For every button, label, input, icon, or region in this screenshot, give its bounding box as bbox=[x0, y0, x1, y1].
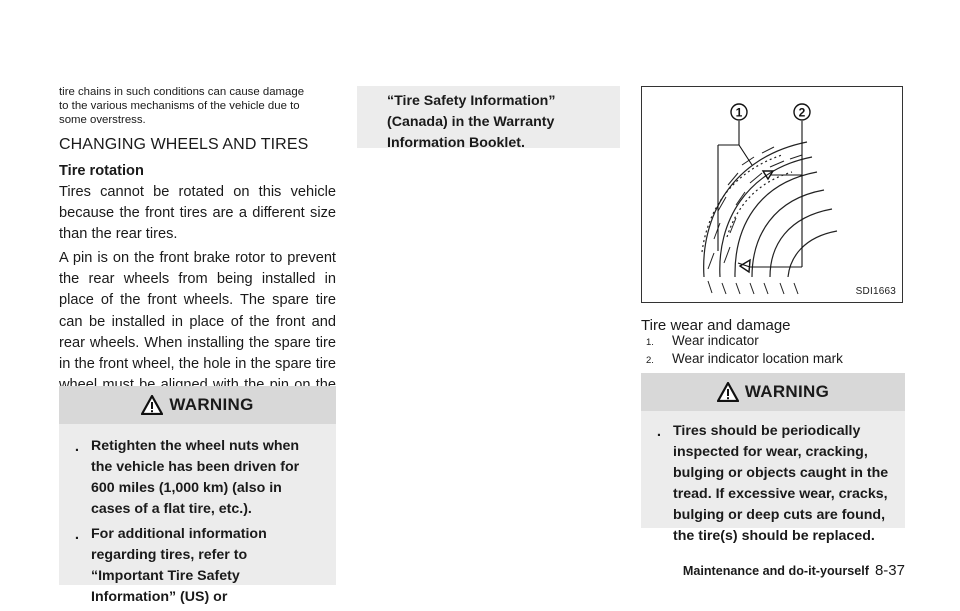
warning-item-text: For additional information regarding tires, refer to “Important Tire Safety Information” (US) or bbox=[91, 526, 267, 605]
warning-icon bbox=[141, 395, 163, 415]
svg-text:2: 2 bbox=[798, 105, 806, 120]
footer-section-label: Maintenance and do-it-yourself bbox=[682, 564, 869, 578]
warning-item bbox=[645, 421, 893, 547]
figure-legend bbox=[641, 333, 905, 369]
legend-number: 2. bbox=[646, 355, 654, 366]
callout-2 bbox=[794, 104, 810, 120]
legend-text: Wear indicator location mark bbox=[672, 351, 843, 366]
legend-item bbox=[641, 351, 905, 369]
warning-box-right bbox=[641, 373, 905, 544]
warning-title: WARNING bbox=[169, 395, 254, 414]
warning-box-continued bbox=[357, 86, 620, 151]
tire-rotation-paragraph-1: Tires cannot be rotated on this vehicle because the front tires are a different size than the rear tires. bbox=[59, 184, 336, 243]
warning-header bbox=[59, 386, 336, 424]
intro-line-2: to the various mechanisms of the vehicle due to bbox=[59, 99, 300, 112]
tire-wear-illustration bbox=[642, 87, 902, 302]
bullet-mark: . bbox=[74, 438, 80, 455]
figure-code: SDI1663 bbox=[855, 286, 896, 297]
figure-caption: Tire wear and damage bbox=[641, 317, 791, 334]
warning-item bbox=[63, 436, 322, 520]
section-title: CHANGING WHEELS AND TIRES bbox=[59, 136, 309, 153]
intro-line-1: tire chains in such conditions can cause damage bbox=[59, 86, 305, 98]
warning-continued-text: “Tire Safety Information” (Canada) in the Warranty Information Booklet. bbox=[387, 93, 556, 151]
warning-body bbox=[641, 411, 905, 544]
bullet-mark: . bbox=[74, 526, 80, 543]
tire-rotation-paragraph-2: A pin is on the front brake rotor to prevent the rear wheels from being installed in place of the front wheels. The spare tire can be installed in place of the front and rear wheels. When installing the spare tire in the front wheel, the hole in the spare tire bbox=[59, 250, 336, 373]
page-footer bbox=[641, 562, 905, 580]
warning-item-text: Retighten the wheel nuts when the vehicle has been driven for 600 miles (1,000 km) (also in cases of a flat tire, etc.). bbox=[91, 438, 300, 517]
warning-header bbox=[641, 373, 905, 411]
bullet-mark: . bbox=[656, 423, 662, 440]
callout-1 bbox=[731, 104, 747, 120]
legend-item bbox=[641, 333, 905, 351]
subsection-title: Tire rotation bbox=[59, 163, 144, 179]
intro-line-3: some overstress. bbox=[59, 113, 146, 126]
warning-icon bbox=[717, 382, 739, 402]
warning-item bbox=[63, 524, 322, 608]
svg-text:1: 1 bbox=[735, 105, 743, 120]
legend-number: 1. bbox=[646, 337, 654, 348]
warning-title: WARNING bbox=[744, 382, 830, 401]
tire-wear-figure bbox=[641, 86, 903, 303]
warning-body bbox=[59, 424, 336, 605]
warning-item-text: Tires should be periodically inspected for wear, cracking, bulging or objects caught in the tread. If excessive wear, cracks, bulging or deep cuts are found, the tire(s) should be replaced. bbox=[673, 423, 889, 544]
warning-box-left bbox=[59, 386, 336, 605]
legend-text: Wear indicator bbox=[672, 333, 759, 348]
page-number: 8-37 bbox=[874, 562, 905, 579]
